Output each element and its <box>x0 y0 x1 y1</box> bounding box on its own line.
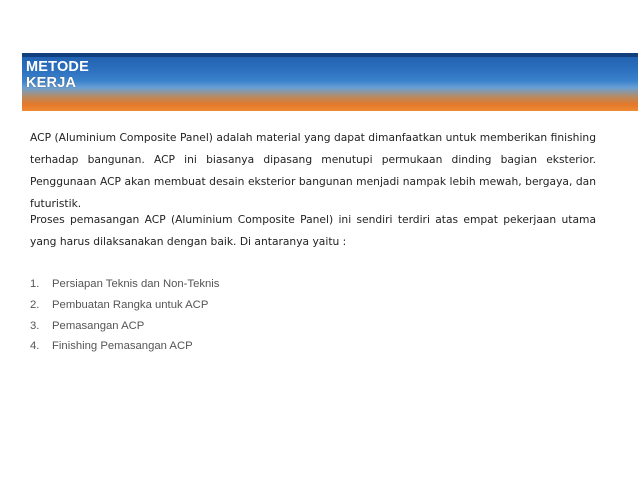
list-item-text: Finishing Pemasangan ACP <box>52 340 193 353</box>
list-item <box>30 295 219 316</box>
list-item-number: 3. <box>30 319 40 332</box>
slide-title-line-1: METODE <box>26 59 89 75</box>
list-item <box>30 274 219 295</box>
steps-list <box>30 274 219 357</box>
process-paragraph: Proses pemasangan ACP (Aluminium Composite Panel) ini sendiri terdiri atas empat pekerjaan utama yang harus dilaksanakan dengan baik. Di antaranya yaitu : <box>30 213 596 248</box>
list-item <box>30 316 219 337</box>
list-item-number: 2. <box>30 298 40 311</box>
title-bar <box>22 53 638 111</box>
list-item <box>30 336 219 357</box>
list-item-text: Pembuatan Rangka untuk ACP <box>52 298 209 311</box>
slide-title-line-2: KERJA <box>26 75 77 91</box>
list-item-text: Pemasangan ACP <box>52 319 145 332</box>
list-item-number: 4. <box>30 340 40 353</box>
intro-paragraph: ACP (Aluminium Composite Panel) adalah material yang dapat dimanfaatkan untuk memberikan finishing terhadap bangunan. ACP ini biasanya dipasang menutupi permukaan dinding bagian eksterior. Penggunaan ACP akan membuat desain eksterior bangunan menjadi nampak lebih mewah, bergaya, dan futuristik. <box>30 131 596 210</box>
list-item-number: 1. <box>30 278 40 290</box>
list-item-text: Persiapan Teknis dan Non-Teknis <box>52 278 220 290</box>
slide-title <box>26 59 89 91</box>
